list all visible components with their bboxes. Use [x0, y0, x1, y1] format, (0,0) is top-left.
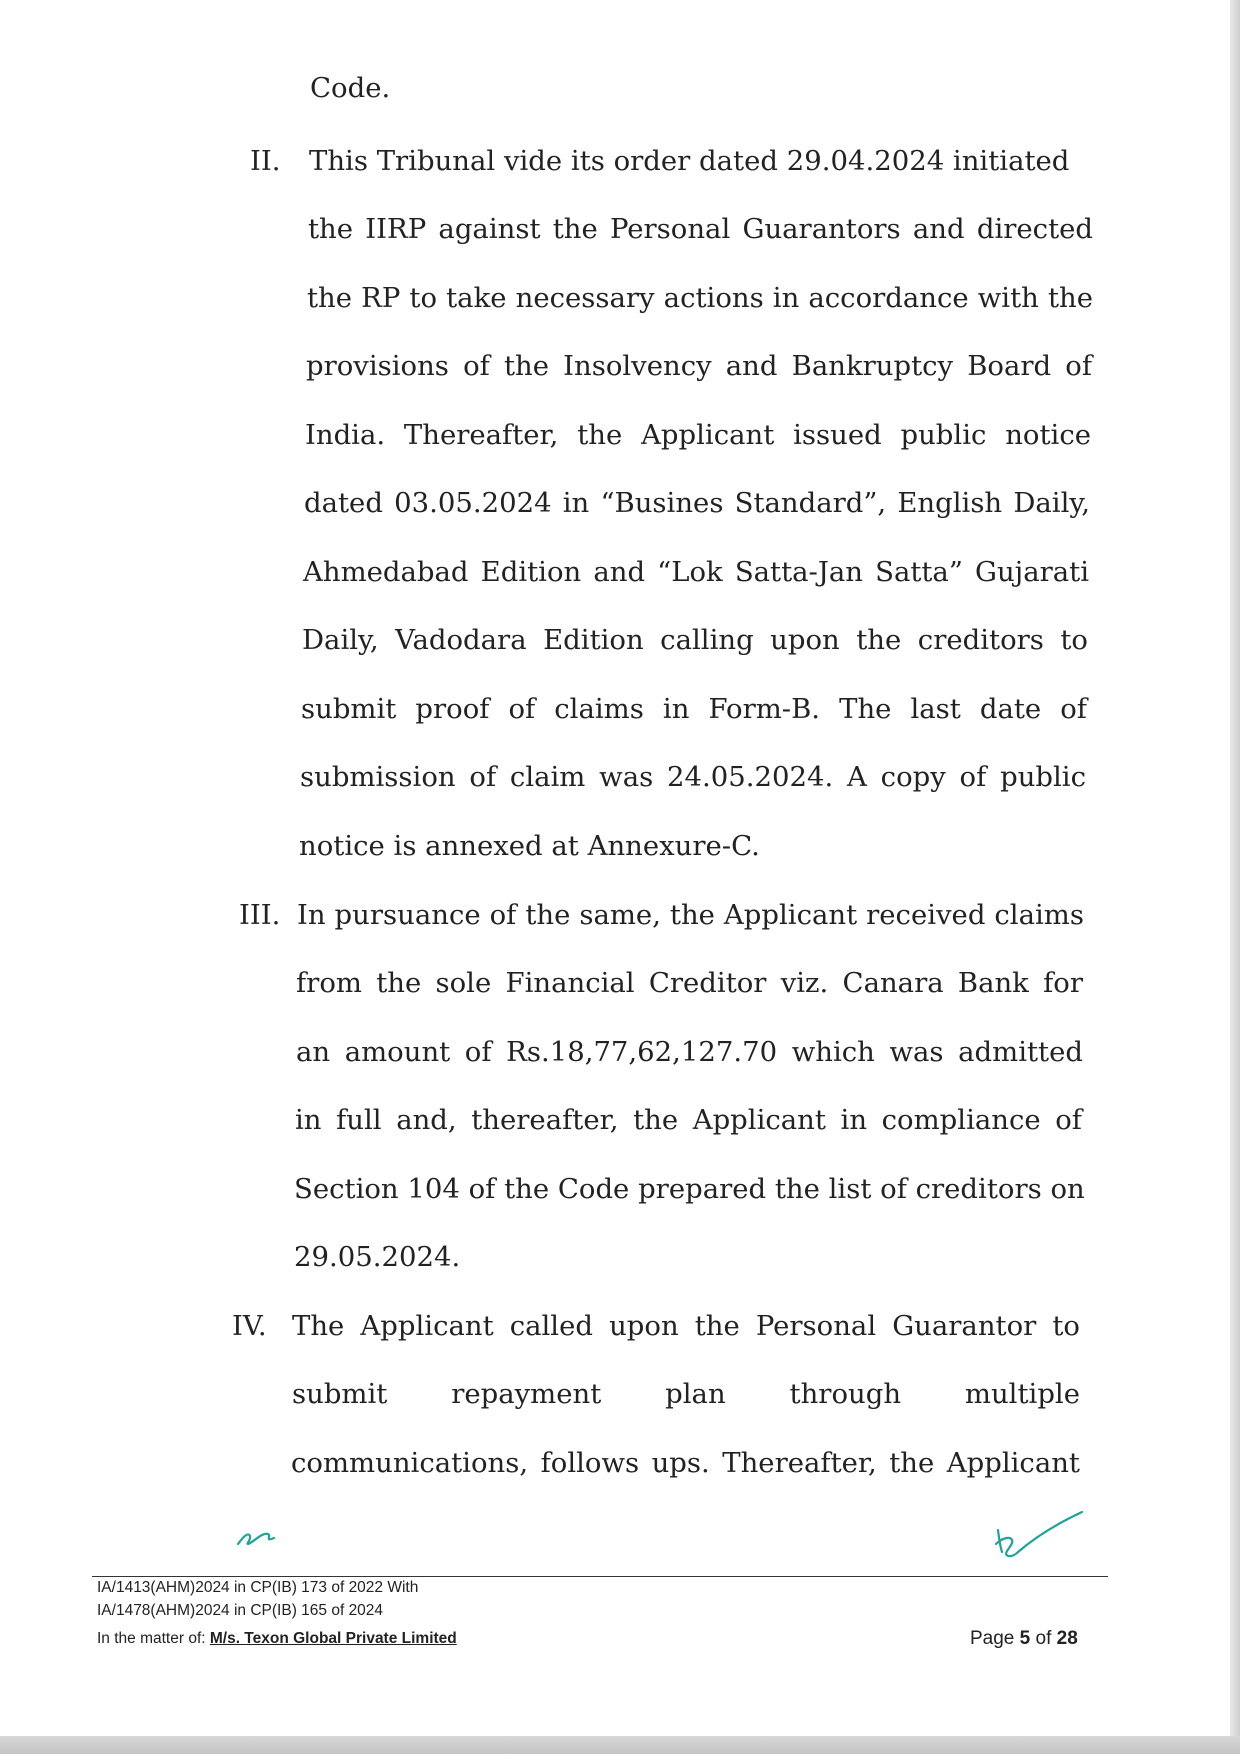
scan-edge-right: [1230, 0, 1240, 1754]
paragraph-numeral-iii: III.: [239, 899, 281, 931]
paragraph-line: notice is annexed at Annexure-C.: [299, 830, 760, 862]
paragraph-line: submit repayment plan through multiple: [292, 1378, 1080, 1410]
paragraph-line: an amount of Rs.18,77,62,127.70 which was admitted: [296, 1036, 1083, 1068]
paragraph-line: 29.05.2024.: [294, 1241, 461, 1273]
paragraph-line: provisions of the Insolvency and Bankruptcy Board of: [306, 350, 1092, 382]
paragraph-line: submission of claim was 24.05.2024. A copy of public: [300, 761, 1086, 793]
footer-matter-name: M/s. Texon Global Private Limited: [209, 1630, 457, 1647]
paragraph-line: the RP to take necessary actions in accordance with the: [307, 282, 1093, 314]
footer-divider: [92, 1576, 1108, 1577]
paragraph-line: Ahmedabad Edition and “Lok Satta-Jan Satta” Gujarati: [303, 556, 1089, 588]
page-number: Page 5 of 28: [970, 1628, 1078, 1649]
footer-matter-line: [97, 1629, 457, 1649]
paragraph-line: Daily, Vadodara Edition calling upon the creditors to: [302, 624, 1088, 656]
footer-case-line-1: IA/1413(AHM)2024 in CP(IB) 173 of 2022 With: [97, 1579, 419, 1596]
footer-matter-prefix: In the matter of:: [97, 1630, 210, 1647]
paragraph-line: In pursuance of the same, the Applicant received claims: [297, 899, 1084, 931]
initials-signature-left-icon: [234, 1522, 284, 1552]
paragraph-line: in full and, thereafter, the Applicant in compliance of: [295, 1104, 1082, 1136]
paragraph-line: This Tribunal vide its order dated 29.04.2024 initiated: [309, 145, 1070, 177]
paragraph-line: The Applicant called upon the Personal Guarantor to: [292, 1310, 1080, 1342]
paragraph-line: communications, follows ups. Thereafter, the Applicant: [291, 1447, 1080, 1479]
paragraph-line: Section 104 of the Code prepared the list of creditors on: [294, 1173, 1085, 1205]
page-total: 28: [1056, 1628, 1078, 1649]
paragraph-line: from the sole Financial Creditor viz. Canara Bank for: [296, 967, 1083, 999]
paragraph-line: submit proof of claims in Form-B. The last date of: [301, 693, 1087, 725]
paragraph-numeral-iv: IV.: [232, 1310, 267, 1342]
paragraph-line: the IIRP against the Personal Guarantors and directed: [308, 213, 1093, 245]
paragraph-numeral-ii: II.: [250, 145, 281, 177]
page-current: 5: [1019, 1628, 1031, 1649]
paragraph-line: dated 03.05.2024 in “Busines Standard”, English Daily,: [304, 487, 1090, 519]
scan-edge-bottom: [0, 1736, 1240, 1754]
paragraph-line: Code.: [310, 72, 391, 104]
paragraph-line: India. Thereafter, the Applicant issued public notice: [305, 419, 1091, 451]
footer-case-line-2: IA/1478(AHM)2024 in CP(IB) 165 of 2024: [97, 1602, 384, 1619]
initials-signature-right-icon: [992, 1508, 1088, 1568]
